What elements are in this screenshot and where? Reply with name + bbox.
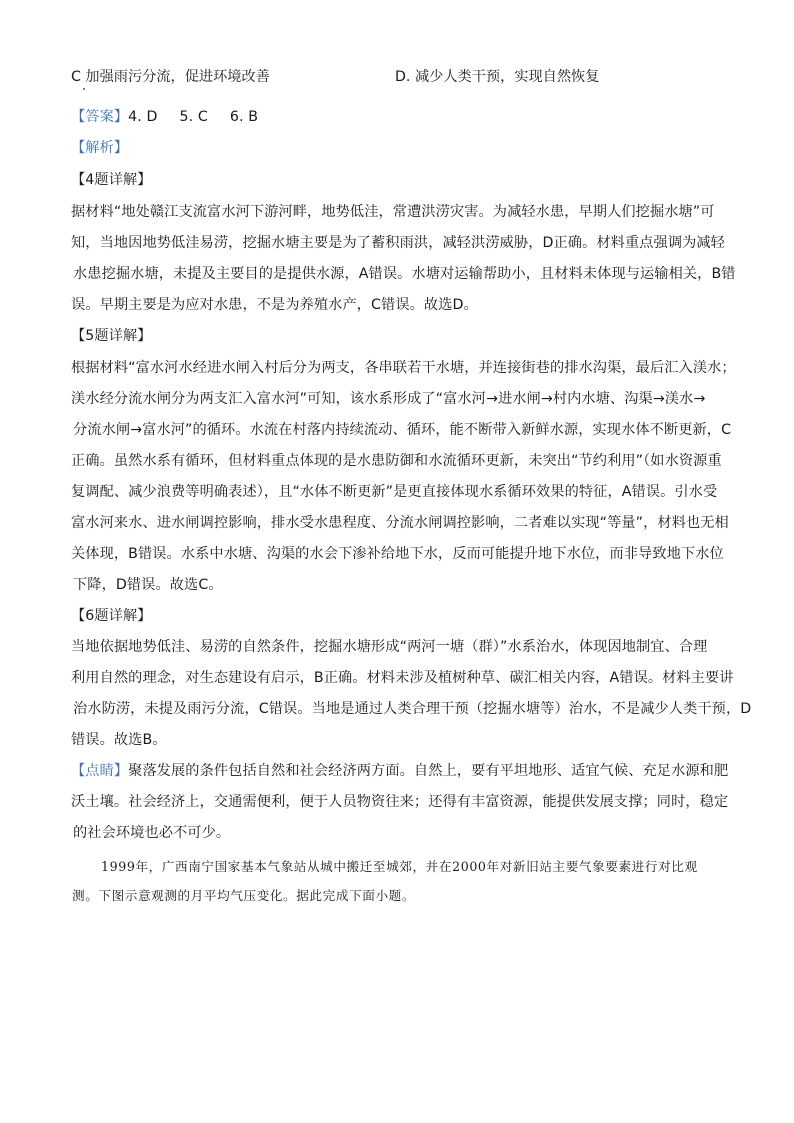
answer-6: 6. B (229, 109, 259, 125)
q6-line-4: 错误。故选B。 (71, 732, 167, 748)
q5-line-1: 根据材料“富水河水经进水闸入村后分为两支，各串联若干水塘，并连接街巷的排水沟渠，最后汇入渼水； (71, 360, 736, 376)
q4-line-1: 据材料“地处赣江支流富水河下游河畔，地势低洼，常遭洪涝灾害。为减轻水患，早期人们挖掘水塘”可 (71, 204, 715, 220)
q5-line-2: 渼水经分流水闸分为两支汇入富水河”可知，该水系形成了“富水河→进水闸→村内水塘、沟渠→渼水→ (71, 391, 706, 407)
option-d: D. 减少人类干预，实现自然恢复 (395, 69, 600, 85)
tip-line-3: 的社会环境也必不可少。 (73, 825, 231, 841)
answer-4: 4. D (128, 109, 158, 125)
q5-line-4: 正确。虽然水系有循环，但材料重点体现的是水患防御和水流循环更新，未突出“节约利用”（如水资源重 (71, 453, 722, 469)
q5-line-6: 富水河来水、进水闸调控影响，排水受水患程度、分流水闸调控影响，二者难以实现“等量”，材料也无相 (71, 515, 729, 531)
q4-line-3: 水患挖掘水塘，未提及主要目的是提供水源，A错误。水塘对运输帮助小，且材料未体现与运输相关，B错 (73, 266, 736, 282)
tip-first: 聚落发展的条件包括自然和社会经济两方面。自然上，要有平坦地形、适宜气候、充足水源和肥 (128, 763, 729, 779)
q4-line-4: 误。早期主要是为应对水患，不是为养殖水产，C错误。故选D。 (71, 297, 478, 313)
q6-heading: 【6题详解】 (71, 608, 152, 624)
q6-line-1: 当地依据地势低洼、易涝的自然条件，挖掘水塘形成“两河一塘（群）”水系治水，体现因地制宜、合理 (71, 639, 708, 655)
q5-line-7: 关体现，B错误。水系中水塘、沟渠的水会下渗补给地下水，反而可能提升地下水位，而非导致地下水位 (71, 546, 724, 562)
q5-line-8: 下降，D错误。故选C。 (73, 577, 223, 593)
answer-label: 【答案】 (71, 109, 129, 125)
q5-line-5: 复调配、减少浪费等明确表述），且“水体不断更新”是更直接体现水系循环效果的特征，A错误。引水受 (71, 484, 718, 500)
stray-dot (83, 88, 85, 90)
q6-line-3: 治水防涝，未提及雨污分流，C错误。当地是通过人类合理干预（挖掘水塘等）治水，不是减少人类干预，D (73, 701, 752, 717)
q5-heading: 【5题详解】 (71, 328, 152, 344)
q6-line-2: 利用自然的理念，对生态建设有启示，B正确。材料未涉及植树种草、碳汇相关内容，A错误。材料主要讲 (71, 670, 734, 686)
answer-5: 5. C (179, 109, 208, 125)
q4-line-2: 知，当地因地势低洼易涝，挖掘水塘主要是为了蓄积雨洪，减轻洪涝威胁，D正确。材料重点强调为减轻 (71, 235, 725, 251)
option-c: C 加强雨污分流，促进环境改善 (71, 69, 270, 85)
tip-line-1 (71, 761, 728, 781)
answer-line (71, 107, 258, 127)
q4-heading: 【4题详解】 (71, 172, 152, 188)
q5-line-3: 分流水闸→富水河”的循环。水流在村落内持续流动、循环，能不断带入新鲜水源，实现水体不断更新，C (73, 422, 732, 438)
material-line-2: 测。下图示意观测的月平均气压变化。据此完成下面小题。 (72, 888, 416, 903)
tip-line-2: 沃土壤。社会经济上，交通需便利，便于人员物资往来；还得有丰富资源，能提供发展支撑；同时，稳定 (71, 794, 729, 810)
analysis-label: 【解析】 (71, 140, 129, 156)
tip-label: 【点睛】 (71, 763, 129, 779)
material-line-1: 1999年，广西南宁国家基本气象站从城中搬迁至城郊，并在2000年对新旧站主要气象要素进行对比观 (101, 859, 698, 874)
